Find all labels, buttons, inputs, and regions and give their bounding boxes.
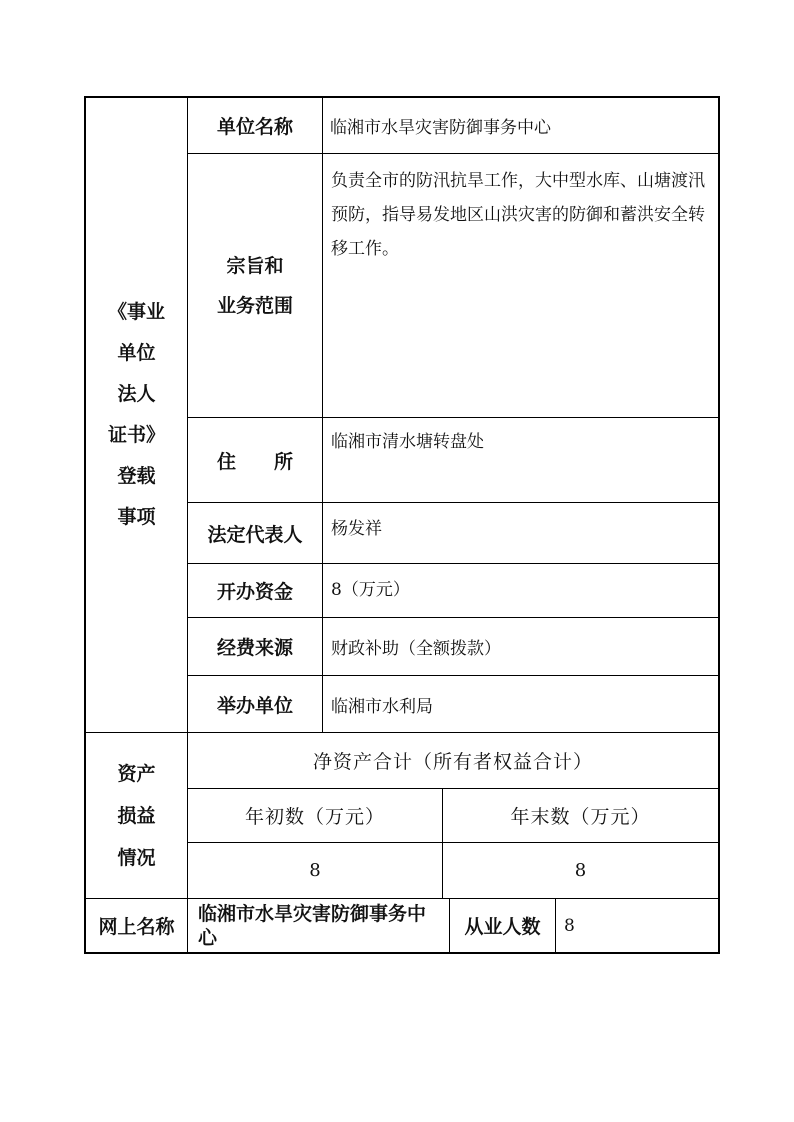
end-year-header: 年末数（万元）: [510, 806, 651, 828]
registration-section-label: [86, 98, 187, 732]
purpose-label: [188, 154, 322, 417]
online-name-label: 网上名称: [98, 916, 175, 938]
end-year-value: 8: [574, 860, 587, 881]
section-label-line: 单位: [117, 342, 156, 364]
table-border: [84, 952, 720, 954]
begin-year-header: 年初数（万元）: [244, 806, 385, 828]
sponsor-label: 举办单位: [216, 694, 293, 717]
table-border: [718, 96, 720, 954]
net-assets-header: 净资产合计（所有者权益合计）: [312, 751, 593, 773]
staff-value: 8: [564, 915, 575, 936]
assets-label-line: 损益: [117, 804, 156, 827]
section-label-line: 证书》: [107, 424, 165, 446]
begin-year-value: 8: [309, 860, 321, 881]
assets-label-line: 资产: [117, 762, 156, 785]
address-label: 住 所: [216, 450, 293, 473]
assets-label-line: 情况: [117, 846, 156, 869]
certificate-table: [84, 96, 720, 954]
funding-label: 经费来源: [216, 637, 293, 659]
section-label-line: 事项: [117, 506, 156, 528]
address-value: 临湘市清水塘转盘处: [331, 432, 484, 452]
unit-name-label: 单位名称: [216, 116, 293, 138]
capital-label: 开办资金: [216, 581, 293, 603]
staff-label: 从业人数: [464, 916, 541, 938]
section-label-line: 登载: [117, 465, 156, 487]
capital-value: 8（万元）: [331, 580, 410, 600]
unit-name-value: 临湘市水旱灾害防御事务中心: [330, 118, 551, 138]
legal-rep-value: 杨发祥: [331, 519, 382, 539]
purpose-label-line: 业务范围: [216, 294, 293, 317]
legal-rep-label: 法定代表人: [207, 523, 303, 546]
section-label-line: 《事业: [107, 301, 165, 323]
online-name-value: 临湘市水旱灾害防御事务中心: [198, 902, 427, 949]
section-label-line: 法人: [117, 383, 156, 405]
assets-section-label: [86, 733, 187, 898]
purpose-label-line: 宗旨和: [226, 254, 284, 277]
funding-value: 财政补助（全额拨款）: [331, 639, 501, 659]
purpose-value: 负责全市的防汛抗旱工作，大中型水库、山塘渡汛预防，指导易发地区山洪灾害的防御和蓄洪安全转移工作。: [331, 171, 705, 259]
sponsor-value: 临湘市水利局: [331, 696, 433, 717]
